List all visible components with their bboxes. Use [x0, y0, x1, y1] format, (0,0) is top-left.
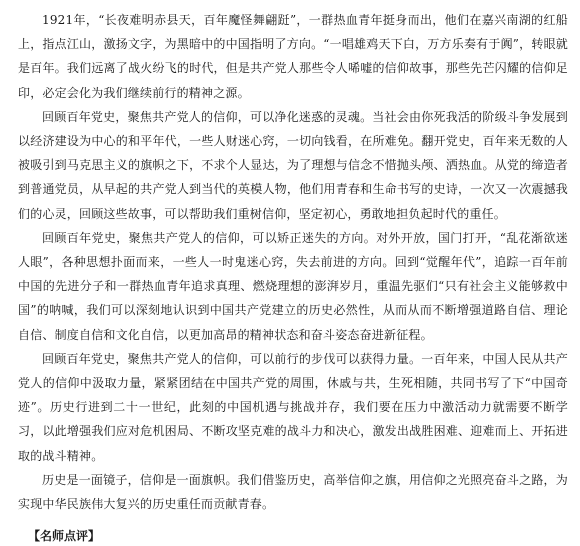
- paragraph-4: 回顾百年党史，聚焦共产党人的信仰，可以前行的步伐可以获得力量。一百年来，中国人民从共产党人的信仰中汲取力量，紧紧团结在中国共产党的周围，休戚与共，生死相随，共同书写了下“中国奇迹”。历史行进到二十一世纪，此刻的中国机遇与挑战并存，我们要在压力中激活动力就需要不断学习，以此增强我们应对危机困局、不断攻坚克难的战斗力和决心，激发出战胜困难、迎难而上、开拓进取的战斗精神。: [18, 351, 568, 463]
- paragraph-2: 回顾百年党史，聚焦共产党人的信仰，可以净化迷惑的灵魂。当社会由你死我活的阶级斗争发展到以经济建设为中心的和平年代，一些人财迷心窍，一切向钱看，在所难免。翻开党史，百年来无数的人被吸引到马克思主义的旗帜之下，不求个人显达，为了理想与信念不惜抛头颅、洒热血。从党的缔造者到普通党员，从早起的共产党人到当代的英模人物，他们用青春和生命书写的史诗，一次又一次震撼我们的心灵，回顾这些故事，可以帮助我们重树信仰，坚定初心，勇敢地担负起时代的重任。: [18, 109, 568, 221]
- paragraph-3: 回顾百年党史，聚焦共产党人的信仰，可以矫正迷失的方向。对外开放，国门打开，“乱花渐欲迷人眼”，各种思想扑面而来，一些人一时鬼迷心窍，失去前进的方向。回到“觉醒年代”，追踪一百年前中国的先进分子和一群热血青年追求真理、燃烧理想的澎湃岁月，重温先驱们“只有社会主义能够救中国”的呐喊，我们可以深刻地认识到中国共产党建立的历史必然性，从而从而不断增强道路自信、理论自信、制度自信和文化自信，以更加高昂的精神状态和奋斗姿态奋进新征程。: [18, 230, 568, 342]
- paragraph-1: 1921年，“长夜难明赤县天，百年魔怪舞翩跹”，一群热血青年挺身而出，他们在嘉兴南湖的红船上，指点江山，激扬文字，为黑暗中的中国指明了方向。“一唱雄鸡天下白，万方乐奏有于阗”，转眼就是百年。我们远离了战火纷飞的时代，但是共产党人那些令人唏嘘的信仰故事，那些先芒闪耀的信仰足印，必定会化为我们继续前行的精神之源。: [18, 13, 568, 100]
- teacher-comment-heading: 【名师点评】: [28, 529, 101, 544]
- paragraph-5: 历史是一面镜子，信仰是一面旗帜。我们借鉴历史，高举信仰之旗，用信仰之光照亮奋斗之路，为实现中华民族伟大复兴的历史重任而贡献青春。: [18, 472, 568, 512]
